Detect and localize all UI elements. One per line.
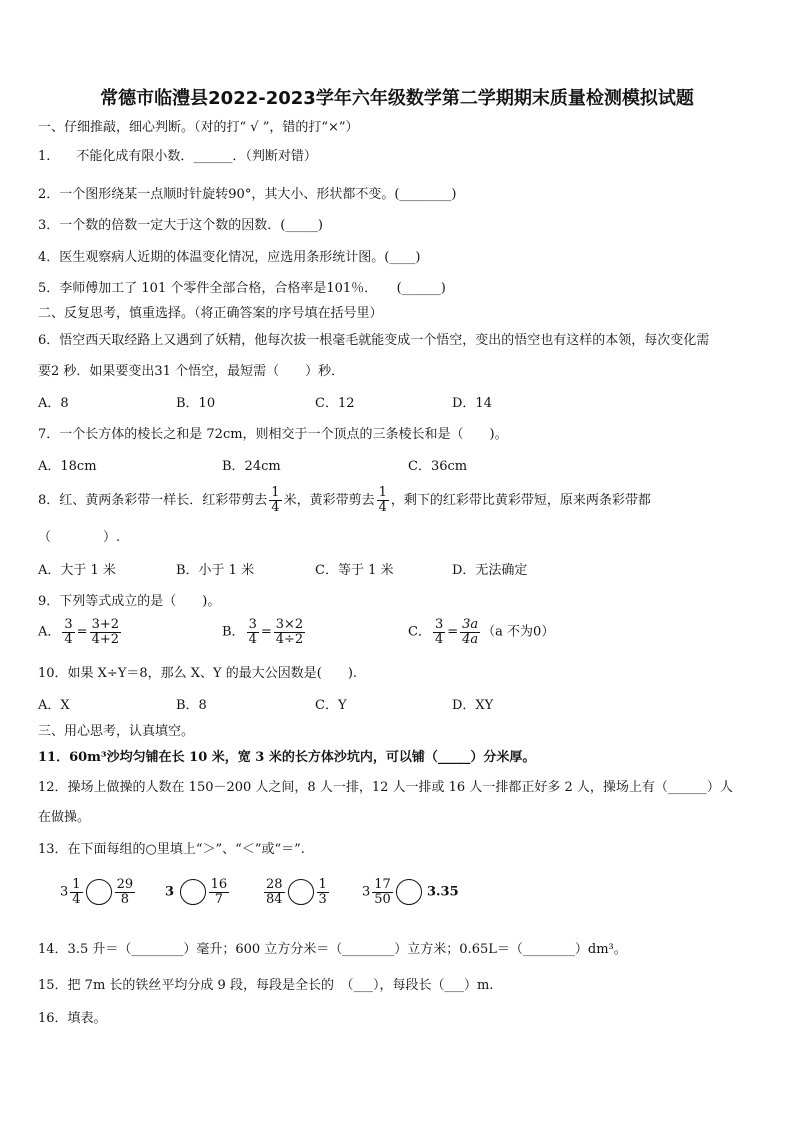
q8-fraction-1-denominator: 4: [271, 500, 280, 515]
q9-c-note: （a 不为0）: [482, 624, 555, 640]
q13-g4-left-fraction: [372, 878, 393, 906]
q13-g1-right-numerator: 29: [116, 877, 134, 892]
q9-option-c-label: C．: [408, 624, 431, 640]
q13-g4-answer-circle[interactable]: [396, 879, 422, 905]
q9-c-left-numerator: 3: [434, 617, 444, 632]
q9-a-right-denominator: 4+2: [91, 631, 120, 647]
question-12-line-2: 在做操。: [38, 810, 91, 825]
q9-c-left-fraction: [433, 618, 445, 646]
q9-option-a: A． $\frac{3}{4}$ = $\frac{3+2}{4+2}$: [38, 617, 120, 647]
q13-g2-right-denominator: 7: [214, 891, 223, 907]
q6-option-c: C．12: [315, 396, 355, 411]
q13-g3-left-denominator: 84: [266, 891, 283, 907]
q9-c-right-numerator: 3a: [462, 617, 479, 632]
q8-text-part-3: ，剩下的红彩带比黄彩带短，原来两条彩带都: [390, 493, 651, 508]
q13-g1-left-fraction: [70, 878, 82, 906]
question-14: 14．3.5 升＝（________）毫升；600 立方分米＝（________）立方米；0.65L＝（________）dm³。: [38, 942, 627, 957]
q13-group-1: [60, 878, 137, 906]
q8-option-b: B．小于 1 米: [176, 563, 255, 578]
q13-g1-whole: 3: [60, 884, 69, 900]
q7-option-b: B．24cm: [222, 459, 281, 474]
q9-a-left-denominator: 4: [64, 631, 73, 647]
q9-b-right-numerator: 3×2: [275, 617, 304, 632]
q13-g3-left-fraction: [264, 878, 285, 906]
q8-fraction-1-numerator: 1: [271, 485, 280, 501]
q13-g3-right-numerator: 1: [318, 877, 327, 892]
q13-g3-right-fraction: [317, 878, 329, 906]
question-12-line-1: 12．操场上做操的人数在 150－200 人之间，8 人一排，12 人一排或 16 人一排都正好多 2 人，操场上有（______）人: [38, 780, 733, 795]
q7-option-a: A．18cm: [38, 459, 97, 474]
q9-a-left-numerator: 3: [64, 617, 73, 632]
q13-g2-right-numerator: 16: [210, 877, 228, 892]
exam-title: 常德市临澧县2022-2023学年六年级数学第二学期期末质量检测模拟试题: [100, 88, 694, 109]
section-1-heading: 一、仔细推敲，细心判断。（对的打“ √ ”，错的打“×”）: [38, 120, 359, 135]
q13-g4-right: 3.35: [426, 884, 459, 900]
question-9: 9．下列等式成立的是（ )。: [38, 594, 221, 609]
question-8-line-2: （ ）.: [38, 530, 121, 545]
q13-g4-left-numerator: 17: [374, 877, 391, 892]
q9-b-left-denominator: 4: [248, 631, 257, 647]
q9-b-right-denominator: 4÷2: [275, 631, 304, 647]
q13-g4-whole: 3: [362, 884, 371, 900]
section-2-heading: 二、反复思考，慎重选择。（将正确答案的序号填在括号里）: [38, 306, 383, 321]
q9-a-right-fraction: [90, 618, 121, 646]
q13-g4-left-denominator: 50: [374, 891, 391, 907]
question-2: 2．一个图形绕某一点顺时针旋转90°，其大小、形状都不变。(________): [38, 187, 457, 202]
q13-g2-right-fraction: [209, 878, 230, 906]
q13-g3-answer-circle[interactable]: [288, 879, 314, 905]
question-15: 15．把 7m 长的铁丝平均分成 9 段，每段是全长的 （___），每段长（___）m.: [38, 978, 494, 993]
q8-option-c: C．等于 1 米: [315, 563, 394, 578]
q13-g2-left: 3: [165, 884, 175, 900]
q8-fraction-2-numerator: 1: [378, 485, 387, 501]
question-10: 10．如果 X÷Y＝8，那么 X、Y 的最大公因数是( ).: [38, 666, 358, 681]
q8-text-part-1: 8．红、黄两条彩带一样长．红彩带剪去: [38, 493, 268, 508]
q7-option-c: C．36cm: [408, 459, 468, 474]
question-13: 13．在下面每组的○里填上“＞”、“＜”或“＝”.: [38, 842, 305, 857]
q13-g3-right-denominator: 3: [318, 891, 327, 907]
q13-group-4: [362, 878, 459, 906]
question-5: 5．李师傅加工了 101 个零件全部合格，合格率是101％． (______): [38, 281, 446, 296]
question-8-line-1: [38, 484, 651, 518]
q8-text-part-2: 米，黄彩带剪去: [283, 493, 375, 508]
q10-option-c: C．Y: [315, 698, 347, 713]
q13-group-2: [165, 878, 231, 906]
q6-option-a: A．8: [38, 396, 69, 411]
question-11: 11．60m³沙均匀铺在长 10 米，宽 3 米的长方体沙坑内，可以铺（_____）分米厚。: [38, 750, 536, 765]
q8-fraction-2: [377, 486, 389, 514]
q13-g1-left-denominator: 4: [72, 891, 81, 907]
q9-a-left-fraction: [62, 618, 74, 646]
q13-g3-left-numerator: 28: [266, 877, 283, 892]
q10-option-a: A．X: [38, 698, 70, 713]
q6-option-d: D．14: [452, 396, 492, 411]
q9-option-b: B． $\frac{3}{4}$ = $\frac{3\times 2}{4\div 2}$: [222, 617, 304, 647]
section-3-heading: 三、用心思考，认真填空。: [38, 724, 195, 739]
q9-option-b-label: B．: [222, 624, 245, 640]
q9-b-left-numerator: 3: [248, 617, 257, 632]
q9-b-right-fraction: [274, 618, 305, 646]
q13-g1-left-numerator: 1: [72, 877, 81, 892]
question-6-line-2: 要2 秒．如果要变出31 个悟空，最短需（ ）秒．: [38, 364, 345, 379]
q10-option-b: B．8: [176, 698, 207, 713]
q9-option-c: C． $\frac{3}{4}$ = $\frac{3a}{4a}$ （a 不为0）: [408, 617, 555, 647]
q9-c-right-denominator: 4a: [462, 631, 479, 647]
q9-b-left-fraction: [247, 618, 259, 646]
question-3: 3．一个数的倍数一定大于这个数的因数．(_____): [38, 218, 323, 233]
q9-a-right-numerator: 3+2: [91, 617, 120, 632]
q10-option-d: D．XY: [452, 698, 494, 713]
q8-option-a: A．大于 1 米: [38, 563, 116, 578]
q13-g1-answer-circle[interactable]: [86, 879, 112, 905]
question-7: 7．一个长方体的棱长之和是 72cm，则相交于一个顶点的三条棱长和是（ )。: [38, 427, 508, 442]
q8-fraction-1: [269, 486, 281, 514]
question-6-line-1: 6．悟空西天取经路上又遇到了妖精，他每次拔一根毫毛就能变成一个悟空，变出的悟空也有这样的本领，每次变化需: [38, 333, 710, 348]
q9-option-a-label: A．: [38, 624, 61, 640]
q8-fraction-2-denominator: 4: [378, 500, 387, 515]
q8-option-d: D．无法确定: [452, 563, 528, 578]
q13-g2-answer-circle[interactable]: [180, 879, 206, 905]
q6-option-b: B．10: [176, 396, 216, 411]
q9-c-right-fraction: [460, 618, 480, 646]
question-4: 4．医生观察病人近期的体温变化情况，应选用条形统计图。(____): [38, 250, 421, 265]
q13-group-3: [262, 878, 331, 906]
q9-c-left-denominator: 4: [434, 631, 444, 647]
question-1: 1. 不能化成有限小数．______．（判断对错）: [38, 149, 317, 164]
q13-g1-right-fraction: [115, 878, 136, 906]
q13-g1-right-denominator: 8: [120, 891, 129, 907]
question-16: 16．填表。: [38, 1011, 107, 1026]
